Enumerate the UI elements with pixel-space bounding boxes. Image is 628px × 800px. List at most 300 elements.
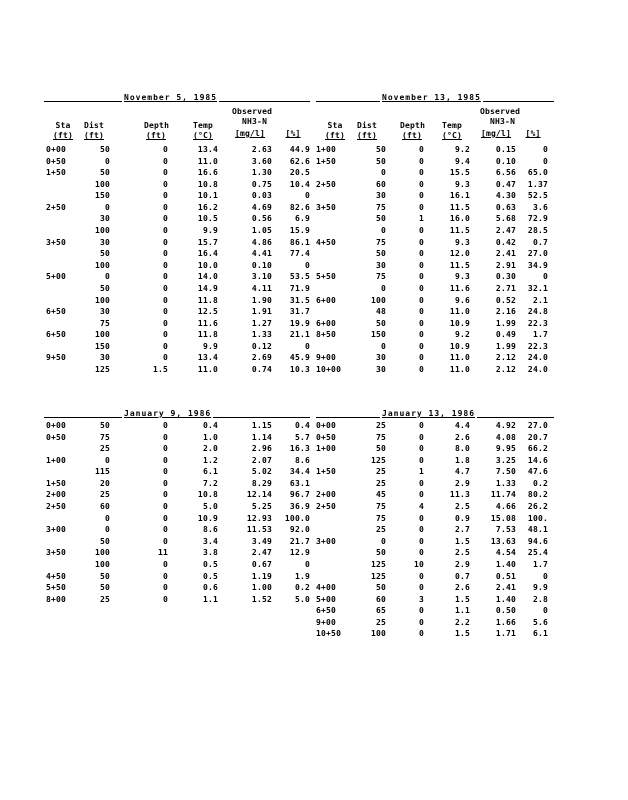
table-cell: 11 — [157, 548, 168, 558]
table-cell: 0.56 — [251, 214, 272, 224]
table-cell: 30 — [99, 214, 110, 224]
table-cell: 22.3 — [527, 341, 548, 351]
table-cell: 9.9 — [202, 341, 218, 351]
column-header: Sta — [327, 121, 343, 130]
table-cell: 12.0 — [449, 249, 470, 259]
table-cell: 30 — [99, 353, 110, 363]
table-cell: 0 — [104, 525, 110, 535]
table-cell: 1.7 — [532, 559, 548, 569]
table-cell: 125 — [370, 571, 386, 581]
table-cell: 86.1 — [289, 237, 310, 247]
table-cell: 2.5 — [454, 548, 470, 558]
table-cell: 1.99 — [495, 318, 516, 328]
table-cell: 60 — [99, 502, 110, 512]
table-cell: 0 — [104, 202, 110, 212]
section-title: January 13, 1986 — [382, 409, 476, 418]
table-cell: 9+00 — [316, 353, 337, 363]
table-cell: 0 — [418, 548, 424, 558]
table-cell: 16.3 — [289, 444, 310, 454]
table-cell: 6.56 — [495, 168, 516, 178]
table-cell: 0 — [418, 191, 424, 201]
table-cell: 0 — [162, 237, 168, 247]
table-cell: 50 — [99, 421, 110, 430]
table-cell: 0 — [418, 421, 424, 430]
table-cell: 4+00 — [316, 583, 337, 593]
table-cell: 8.29 — [251, 478, 272, 488]
table-cell: 4.54 — [495, 548, 516, 558]
table-cell: 50 — [375, 214, 386, 224]
table-cell: 0.03 — [251, 191, 272, 201]
table-cell: 0 — [542, 145, 548, 154]
table-cell: 0.51 — [495, 571, 516, 581]
table-cell: 0 — [162, 249, 168, 259]
table-cell: 1.15 — [251, 421, 272, 430]
table-cell: 2.5 — [454, 502, 470, 512]
table-cell: 65.0 — [527, 168, 548, 178]
table-cell: 2.41 — [495, 249, 516, 259]
table-cell: 9.4 — [454, 156, 470, 166]
table-cell: 34.4 — [289, 467, 310, 477]
table-cell: 0 — [418, 490, 424, 500]
table-cell: 2.9 — [454, 478, 470, 488]
table-cell: 1.8 — [454, 455, 470, 465]
table-cell: 24.8 — [527, 307, 548, 317]
column-header: Depth — [144, 121, 170, 130]
table-cell: 2+00 — [46, 490, 67, 500]
table-cell: 0 — [418, 536, 424, 546]
table-cell: 0.50 — [495, 606, 516, 616]
table-cell: 0+00 — [46, 145, 67, 154]
table-cell: 100.0 — [284, 513, 310, 523]
table-cell: 1+00 — [316, 444, 337, 454]
table-cell: 62.6 — [289, 156, 310, 166]
table-cell: 45.9 — [289, 353, 310, 363]
table-cell: 0.7 — [454, 571, 470, 581]
table-cell: 9.3 — [454, 237, 470, 247]
table-cell: 75 — [375, 432, 386, 442]
table-cell: 1.99 — [495, 341, 516, 351]
table-cell: 65 — [375, 606, 386, 616]
table-cell: 2.63 — [251, 145, 272, 154]
table-cell: 0 — [418, 455, 424, 465]
table-cell: 25 — [99, 444, 110, 454]
table-cell: 50 — [375, 156, 386, 166]
table-cell: 1.1 — [454, 606, 470, 616]
table-cell: 19.9 — [289, 318, 310, 328]
table-cell: 1.5 — [454, 536, 470, 546]
table-cell: 2.9 — [454, 559, 470, 569]
table-cell: 24.0 — [527, 353, 548, 363]
table-cell: 2.47 — [251, 548, 272, 558]
table-cell: 6+50 — [316, 606, 337, 616]
table-cell: 50 — [99, 583, 110, 593]
table-cell: 1+50 — [316, 156, 337, 166]
column-unit: (°C) — [192, 131, 214, 140]
table-cell: 4+50 — [46, 571, 67, 581]
table-cell: 10.4 — [289, 179, 310, 189]
table-cell: 2.69 — [251, 353, 272, 363]
table-cell: 11.0 — [197, 365, 218, 375]
table-cell: 11.5 — [449, 226, 470, 236]
table-cell: 1+00 — [316, 145, 337, 154]
table-cell: 75 — [99, 318, 110, 328]
table-cell: 50 — [375, 583, 386, 593]
table-cell: 50 — [99, 249, 110, 259]
table-cell: 14.6 — [527, 455, 548, 465]
table-cell: 8.6 — [202, 525, 218, 535]
table-cell: 0.5 — [202, 571, 218, 581]
table-cell: 0 — [418, 444, 424, 454]
table-cell: 0 — [418, 617, 424, 627]
table-cell: 12.5 — [197, 307, 218, 317]
table-cell: 100 — [94, 559, 110, 569]
table-cell: 0 — [418, 629, 424, 639]
table-cell: 0 — [162, 421, 168, 430]
table-cell: 1.40 — [495, 559, 516, 569]
table-cell: 1.05 — [251, 226, 272, 236]
table-cell: 4.7 — [454, 467, 470, 477]
table-cell: 4.69 — [251, 202, 272, 212]
table-cell: 0 — [162, 202, 168, 212]
table-cell: 1.00 — [251, 583, 272, 593]
table-cell: 0 — [162, 559, 168, 569]
table-cell: 9.2 — [454, 145, 470, 154]
table-cell: 2+50 — [316, 179, 337, 189]
table-cell: 0.10 — [251, 260, 272, 270]
column-header: [mg/l] — [234, 129, 266, 138]
table-cell: 6+50 — [46, 307, 67, 317]
table-cell: 0 — [418, 237, 424, 247]
table-cell: 0+50 — [46, 156, 67, 166]
table-cell: 14.9 — [197, 283, 218, 293]
table-cell: 9.6 — [454, 295, 470, 305]
table-cell: 0 — [418, 571, 424, 581]
table-cell: 4.08 — [495, 432, 516, 442]
table-cell: 0 — [418, 226, 424, 236]
table-cell: 11.6 — [449, 283, 470, 293]
table-cell: 32.1 — [527, 283, 548, 293]
table-cell: 11.0 — [449, 307, 470, 317]
table-cell: 0 — [304, 341, 310, 351]
table-cell: 30 — [375, 353, 386, 363]
table-cell: 77.4 — [289, 249, 310, 259]
table-cell: 9.9 — [202, 226, 218, 236]
table-cell: 50 — [99, 168, 110, 178]
table-cell: 21.1 — [289, 330, 310, 340]
table-cell: 27.0 — [527, 249, 548, 259]
table-cell: 53.5 — [289, 272, 310, 282]
table-cell: 75 — [375, 272, 386, 282]
table-cell: 12.93 — [246, 513, 272, 523]
table-cell: 47.6 — [527, 467, 548, 477]
column-unit: (°C) — [441, 131, 463, 140]
table-cell: 0 — [542, 571, 548, 581]
table-cell: 25 — [99, 490, 110, 500]
table-cell: 1.7 — [532, 330, 548, 340]
table-cell: 1.1 — [202, 594, 218, 604]
header-nh3n: NH3-N — [242, 117, 268, 126]
table-cell: 6.1 — [202, 467, 218, 477]
table-cell: 0.67 — [251, 559, 272, 569]
table-cell: 50 — [99, 536, 110, 546]
table-cell: 0 — [418, 525, 424, 535]
column-unit: (ft) — [356, 131, 378, 140]
table-cell: 31.5 — [289, 295, 310, 305]
table-cell: 0.42 — [495, 237, 516, 247]
table-cell: 10.1 — [197, 191, 218, 201]
table-cell: 0 — [418, 365, 424, 375]
table-cell: 94.6 — [527, 536, 548, 546]
table-cell: 75 — [375, 513, 386, 523]
table-cell: 0.2 — [532, 478, 548, 488]
table-cell: 0 — [162, 330, 168, 340]
table-cell: 4.11 — [251, 283, 272, 293]
table-cell: 115 — [94, 467, 110, 477]
table-cell: 125 — [370, 455, 386, 465]
table-cell: 13.4 — [197, 145, 218, 154]
table-cell: 1+50 — [46, 168, 67, 178]
table-cell: 2.47 — [495, 226, 516, 236]
table-cell: 1.33 — [251, 330, 272, 340]
table-cell: 9.95 — [495, 444, 516, 454]
table-cell: 72.9 — [527, 214, 548, 224]
table-cell: 0 — [162, 571, 168, 581]
table-cell: 2+50 — [316, 502, 337, 512]
table-cell: 0 — [162, 260, 168, 270]
table-cell: 50 — [375, 249, 386, 259]
table-cell: 0.63 — [495, 202, 516, 212]
table-cell: 9.3 — [454, 179, 470, 189]
table-cell: 0.4 — [294, 421, 310, 430]
table-cell: 0 — [418, 272, 424, 282]
table-cell: 27.0 — [527, 421, 548, 430]
table-cell: 2.71 — [495, 283, 516, 293]
table-cell: 0 — [418, 307, 424, 317]
table-cell: 13.63 — [490, 536, 516, 546]
table-cell: 1.27 — [251, 318, 272, 328]
table-cell: 1.0 — [202, 432, 218, 442]
table-cell: 11.3 — [449, 490, 470, 500]
table-cell: 10.3 — [289, 365, 310, 375]
table-cell: 3+50 — [46, 237, 67, 247]
table-cell: 0 — [418, 330, 424, 340]
table-cell: 11.53 — [246, 525, 272, 535]
table-cell: 5+50 — [46, 583, 67, 593]
table-cell: 0 — [104, 513, 110, 523]
table-cell: 60 — [375, 179, 386, 189]
table-cell: 6+00 — [316, 295, 337, 305]
table-cell: 75 — [375, 202, 386, 212]
table-cell: 2.7 — [454, 525, 470, 535]
table-cell: 0 — [380, 283, 386, 293]
table-cell: 0 — [162, 226, 168, 236]
table-cell: 50 — [375, 318, 386, 328]
table-cell: 3.49 — [251, 536, 272, 546]
table-cell: 10.9 — [449, 341, 470, 351]
table-cell: 14.0 — [197, 272, 218, 282]
table-cell: 0 — [418, 318, 424, 328]
table-cell: 100 — [94, 548, 110, 558]
table-cell: 0 — [418, 513, 424, 523]
column-unit: (ft) — [324, 131, 346, 140]
table-cell: 52.5 — [527, 191, 548, 201]
table-cell: 0 — [418, 179, 424, 189]
table-cell: 5+00 — [316, 594, 337, 604]
table-cell: 4.4 — [454, 421, 470, 430]
table-cell: 2.8 — [532, 594, 548, 604]
table-cell: 50 — [375, 444, 386, 454]
table-cell: 1.5 — [454, 594, 470, 604]
table-cell: 1.52 — [251, 594, 272, 604]
table-cell: 9.9 — [532, 583, 548, 593]
table-cell: 0 — [418, 295, 424, 305]
table-cell: 10.5 — [197, 214, 218, 224]
table-cell: 5.0 — [202, 502, 218, 512]
table-cell: 30 — [375, 365, 386, 375]
table-cell: 9.2 — [454, 330, 470, 340]
column-header: [%] — [525, 129, 541, 138]
table-cell: 11.8 — [197, 330, 218, 340]
table-cell: 0 — [162, 191, 168, 201]
column-header: Depth — [400, 121, 426, 130]
table-cell: 0 — [380, 341, 386, 351]
table-cell: 20.5 — [289, 168, 310, 178]
table-cell: 15.5 — [449, 168, 470, 178]
table-cell: 5.7 — [294, 432, 310, 442]
column-unit: (ft) — [83, 131, 105, 140]
table-cell: 0 — [162, 156, 168, 166]
table-cell: 1.33 — [495, 478, 516, 488]
table-cell: 3+00 — [316, 536, 337, 546]
table-cell: 0 — [162, 318, 168, 328]
table-cell: 10.9 — [197, 513, 218, 523]
header-observed: Observed — [480, 107, 521, 116]
table-cell: 5.02 — [251, 467, 272, 477]
table-cell: 60 — [375, 594, 386, 604]
table-cell: 2.91 — [495, 260, 516, 270]
table-cell: 0 — [162, 307, 168, 317]
table-cell: 75 — [375, 502, 386, 512]
table-cell: 4 — [418, 502, 424, 512]
table-cell: 3+50 — [316, 202, 337, 212]
section-title: January 9, 1986 — [124, 409, 212, 418]
table-cell: 3.60 — [251, 156, 272, 166]
table-cell: 21.7 — [289, 536, 310, 546]
table-cell: 10+50 — [316, 629, 342, 639]
table-cell: 10 — [413, 559, 424, 569]
table-cell: 0.49 — [495, 330, 516, 340]
table-cell: 2.12 — [495, 365, 516, 375]
table-cell: 0.9 — [454, 513, 470, 523]
table-cell: 25.4 — [527, 548, 548, 558]
table-cell: 30 — [99, 307, 110, 317]
table-cell: 0 — [162, 536, 168, 546]
table-cell: 1.37 — [527, 179, 548, 189]
table-cell: 2.2 — [454, 617, 470, 627]
table-cell: 25 — [375, 617, 386, 627]
table-cell: 2.96 — [251, 444, 272, 454]
table-cell: 0 — [418, 606, 424, 616]
table-cell: 8.0 — [454, 444, 470, 454]
table-cell: 0 — [162, 502, 168, 512]
table-cell: 48 — [375, 307, 386, 317]
table-cell: 25 — [375, 421, 386, 430]
table-cell: 5.25 — [251, 502, 272, 512]
table-cell: 50 — [99, 283, 110, 293]
table-cell: 24.0 — [527, 365, 548, 375]
table-cell: 63.1 — [289, 478, 310, 488]
table-cell: 1.91 — [251, 307, 272, 317]
table-cell: 4+50 — [316, 237, 337, 247]
table-cell: 0 — [162, 283, 168, 293]
table-cell: 6+00 — [316, 318, 337, 328]
table-cell: 16.2 — [197, 202, 218, 212]
table-cell: 12.9 — [289, 548, 310, 558]
table-cell: 75 — [99, 432, 110, 442]
table-cell: 3.6 — [532, 202, 548, 212]
table-cell: 3+50 — [46, 548, 67, 558]
table-cell: 2.1 — [532, 295, 548, 305]
table-cell: 5.6 — [532, 617, 548, 627]
table-cell: 0 — [418, 260, 424, 270]
table-cell: 31.7 — [289, 307, 310, 317]
table-cell: 6.1 — [532, 629, 548, 639]
table-cell: 50 — [375, 145, 386, 154]
table-cell: 1.40 — [495, 594, 516, 604]
table-cell: 10.8 — [197, 490, 218, 500]
table-cell: 71.9 — [289, 283, 310, 293]
column-header: Sta — [55, 121, 71, 130]
table-cell: 2.0 — [202, 444, 218, 454]
table-cell: 92.0 — [289, 525, 310, 535]
table-cell: 0 — [162, 513, 168, 523]
table-cell: 11.0 — [449, 365, 470, 375]
table-cell: 8.6 — [294, 455, 310, 465]
table-cell: 34.9 — [527, 260, 548, 270]
table-cell: 10.9 — [449, 318, 470, 328]
table-cell: 11.0 — [449, 353, 470, 363]
table-cell: 50 — [99, 571, 110, 581]
table-cell: 30 — [99, 237, 110, 247]
table-cell: 0 — [542, 606, 548, 616]
table-cell: 0.52 — [495, 295, 516, 305]
table-cell: 100 — [94, 330, 110, 340]
table-cell: 1.30 — [251, 168, 272, 178]
table-cell: 66.2 — [527, 444, 548, 454]
table-cell: 2+50 — [46, 502, 67, 512]
table-cell: 0 — [418, 353, 424, 363]
table-cell: 0 — [542, 272, 548, 282]
table-cell: 15.7 — [197, 237, 218, 247]
table-cell: 16.4 — [197, 249, 218, 259]
table-cell: 16.0 — [449, 214, 470, 224]
table-cell: 0 — [104, 156, 110, 166]
table-cell: 10+00 — [316, 365, 342, 375]
table-cell: 100 — [94, 179, 110, 189]
table-cell: 11.5 — [449, 202, 470, 212]
table-cell: 12.14 — [246, 490, 272, 500]
table-cell: 0 — [162, 432, 168, 442]
table-cell: 1.5 — [454, 629, 470, 639]
table-cell: 3 — [418, 594, 424, 604]
table-cell: 100 — [94, 260, 110, 270]
table-cell: 5.68 — [495, 214, 516, 224]
table-cell: 100 — [370, 295, 386, 305]
table-cell: 25 — [375, 525, 386, 535]
table-cell: 30 — [375, 260, 386, 270]
table-cell: 5.0 — [294, 594, 310, 604]
table-cell: 1+50 — [46, 478, 67, 488]
